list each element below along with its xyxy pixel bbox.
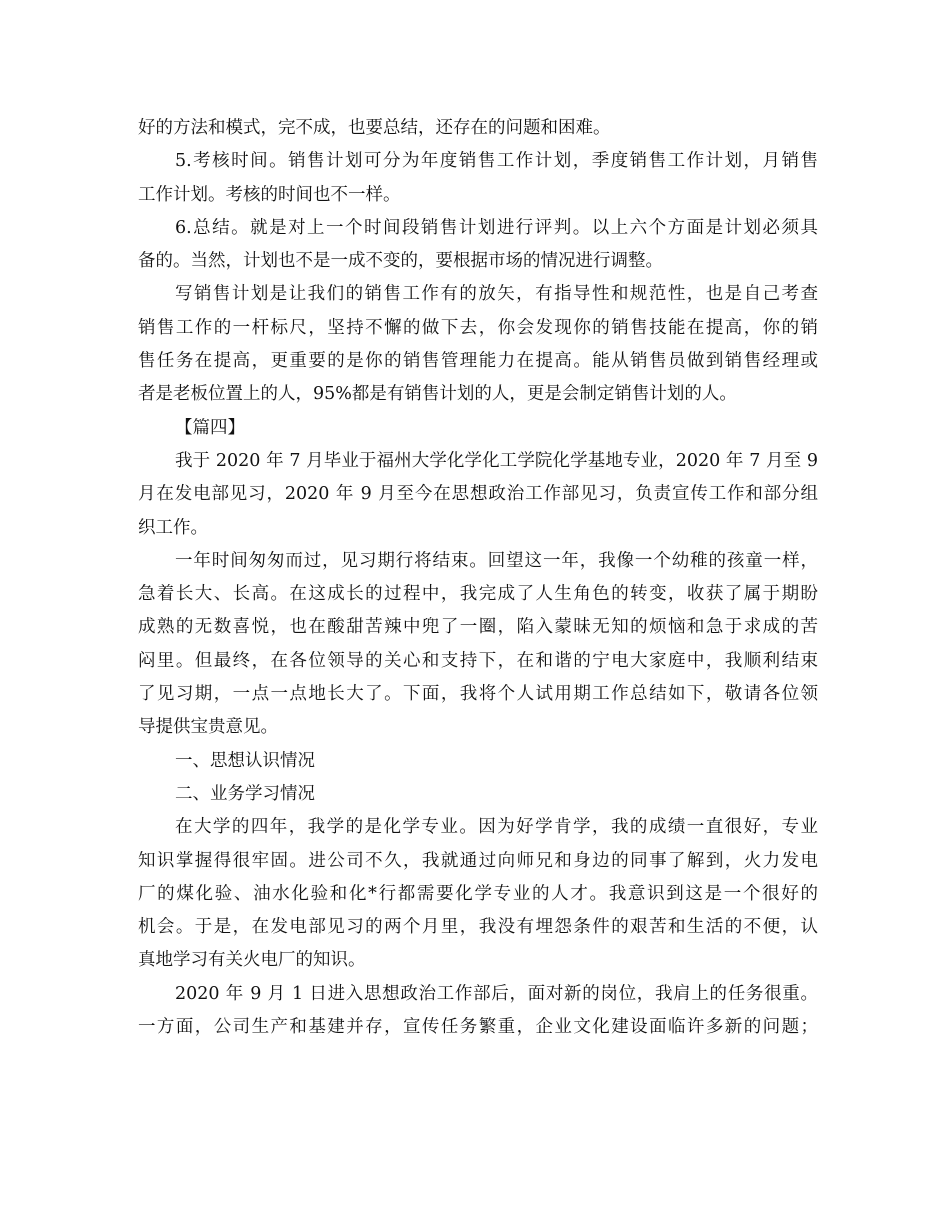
text-line: 写销售计划是让我们的销售工作有的放矢，有指导性和规范性，也是自己考查 <box>175 284 818 305</box>
text-line: 我于 2020 年 7 月毕业于福州大学化学化工学院化学基地专业，2020 年 7 月至 9 <box>175 450 818 471</box>
text-line: 备的。当然，计划也不是一成不变的，要根据市场的情况进行调整。 <box>138 251 663 272</box>
text-line: 6.总结。就是对上一个时间段销售计划进行评判。以上六个方面是计划必须具 <box>175 217 818 238</box>
text-line: 机会。于是，在发电部见习的两个月里，我没有埋怨条件的艰苦和生活的不便，认 <box>138 917 818 938</box>
text-line: 急着长大、长高。在这成长的过程中，我完成了人生角色的转变，收获了属于期盼 <box>138 584 818 605</box>
text-line: 月在发电部见习，2020 年 9 月至今在思想政治工作部见习，负责宣传工作和部分组 <box>138 484 818 505</box>
text-line: 一方面，公司生产和基建并存，宣传任务繁重，企业文化建设面临许多新的问题； <box>138 1017 818 1038</box>
text-line: 好的方法和模式，完不成，也要总结，还存在的问题和困难。 <box>138 118 611 138</box>
text-line: 导提供宝贵意见。 <box>138 717 278 738</box>
text-line: 者是老板位置上的人，95%都是有销售计划的人，更是会制定销售计划的人。 <box>138 384 737 405</box>
text-line: 了见习期，一点一点地长大了。下面，我将个人试用期工作总结如下，敬请各位领 <box>138 684 818 705</box>
subsection-heading: 一、思想认识情况 <box>175 750 315 771</box>
text-line: 成熟的无数喜悦，也在酸甜苦辣中兜了一圈，陷入蒙昧无知的烦恼和急于求成的苦 <box>138 617 818 638</box>
text-line: 知识掌握得很牢固。进公司不久，我就通过向师兄和身边的同事了解到，火力发电 <box>138 850 818 871</box>
text-line: 闷里。但最终，在各位领导的关心和支持下，在和谐的宁电大家庭中，我顺利结束 <box>138 650 818 671</box>
text-line: 织工作。 <box>138 517 208 538</box>
document-body <box>138 112 818 1044</box>
text-line: 5.考核时间。销售计划可分为年度销售工作计划，季度销售工作计划，月销售 <box>175 151 818 172</box>
text-line: 一年时间匆匆而过，见习期行将结束。回望这一年，我像一个幼稚的孩童一样， <box>175 550 818 571</box>
text-line: 在大学的四年，我学的是化学专业。因为好学肯学，我的成绩一直很好，专业 <box>175 817 818 838</box>
text-line: 售任务在提高，更重要的是你的销售管理能力在提高。能从销售员做到销售经理或 <box>138 351 818 372</box>
text-line: 工作计划。考核的时间也不一样。 <box>138 184 401 205</box>
section-heading: 【篇四】 <box>175 417 245 438</box>
text-line: 2020 年 9 月 1 日进入思想政治工作部后，面对新的岗位，我肩上的任务很重。 <box>175 983 818 1004</box>
subsection-heading: 二、业务学习情况 <box>175 783 315 804</box>
text-line: 销售工作的一杆标尺，坚持不懈的做下去，你会发现你的销售技能在提高，你的销 <box>138 317 818 338</box>
text-line: 真地学习有关火电厂的知识。 <box>138 950 366 971</box>
text-line: 厂的煤化验、油水化验和化*行都需要化学专业的人才。我意识到这是一个很好的 <box>138 883 818 904</box>
